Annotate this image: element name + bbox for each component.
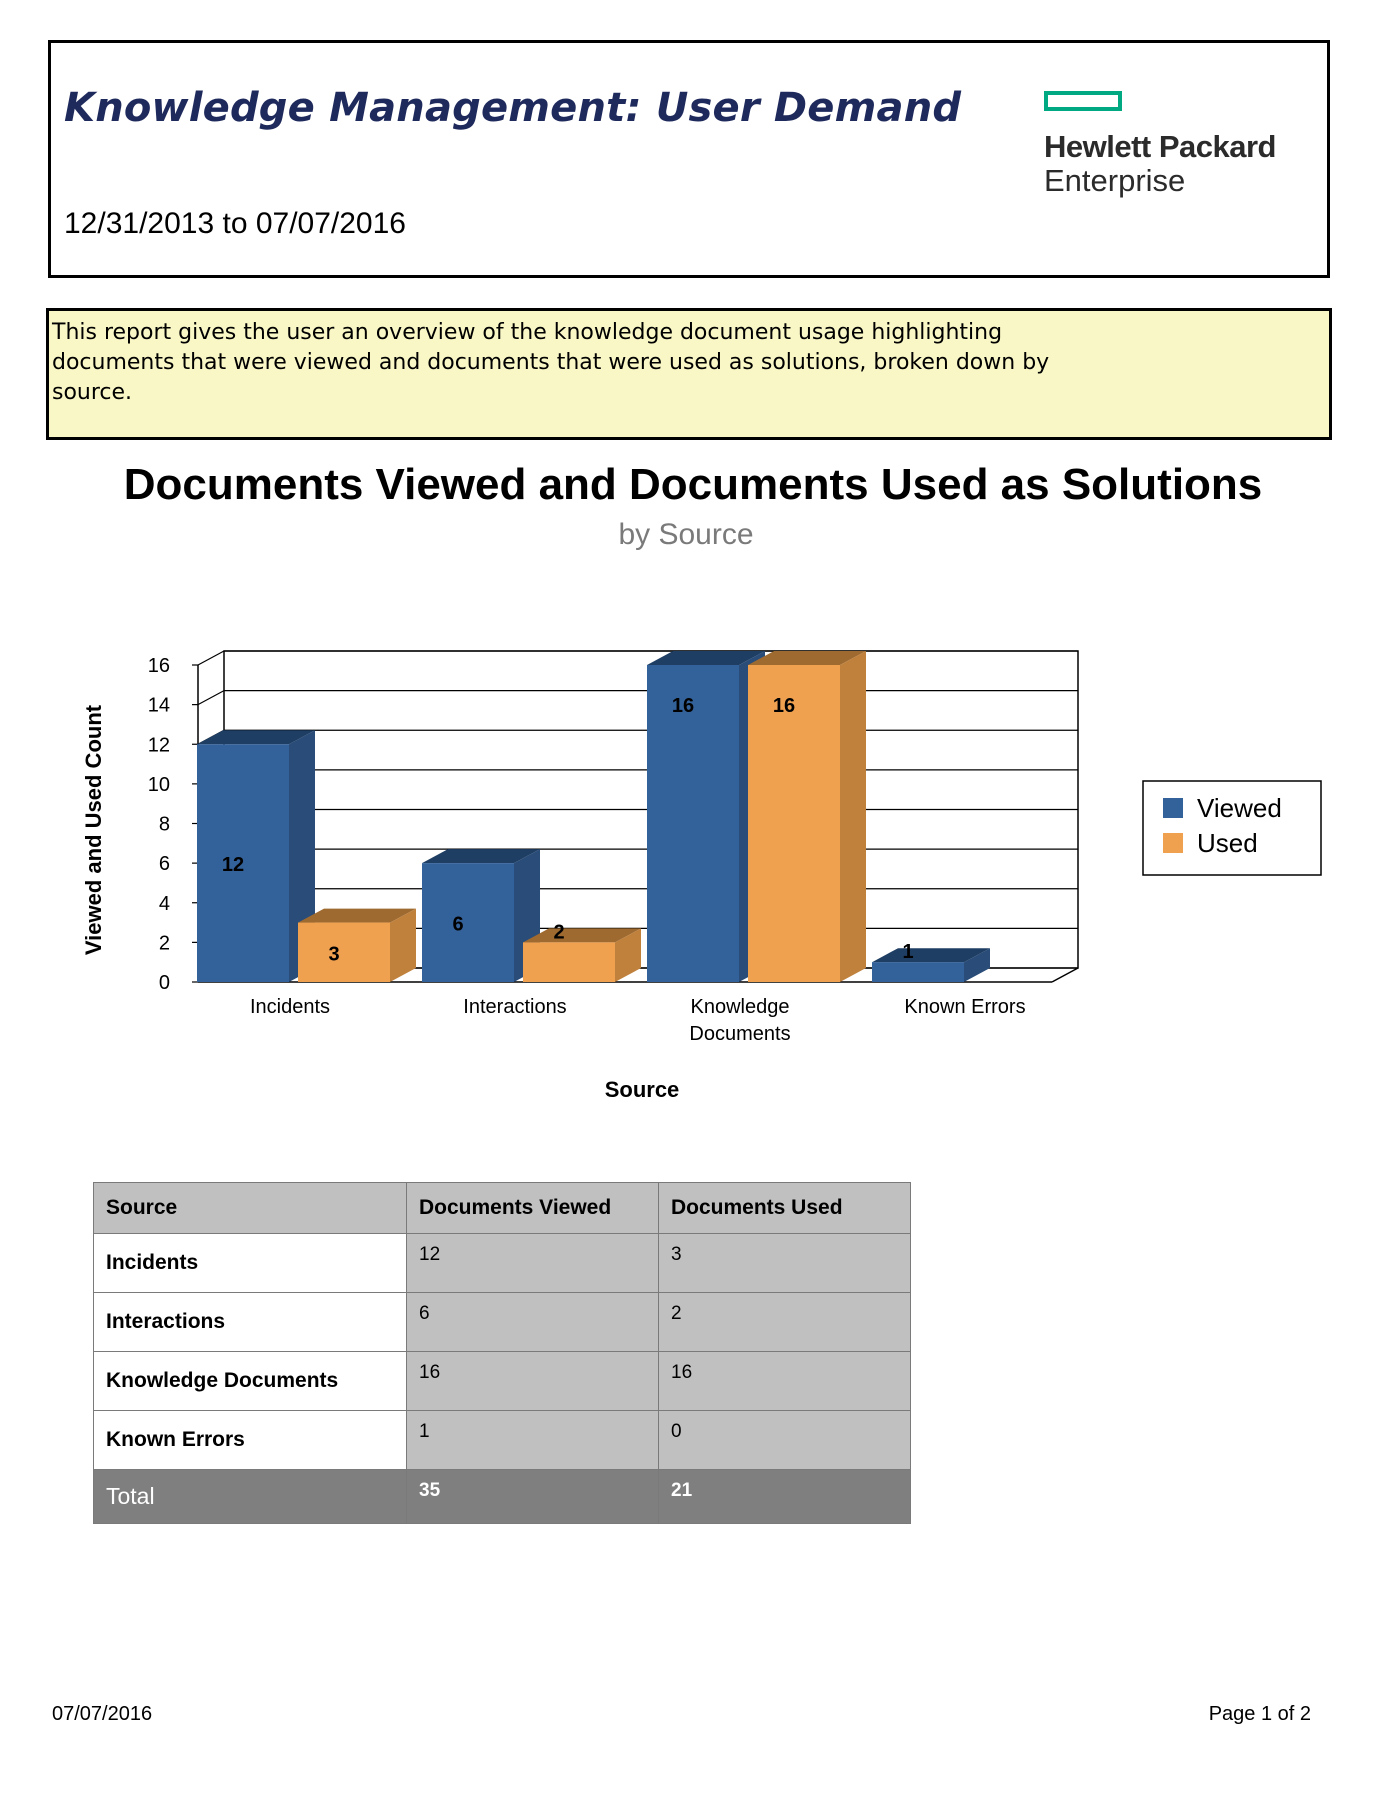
row-source: Known Errors xyxy=(94,1411,407,1470)
logo-text-line1: Hewlett Packard xyxy=(1044,129,1276,164)
legend-label: Used xyxy=(1197,828,1258,858)
bar xyxy=(523,942,615,982)
table-row xyxy=(94,1411,911,1470)
row-used: 0 xyxy=(659,1411,911,1470)
y-tick-label: 14 xyxy=(147,694,170,717)
column-header-used: Documents Used xyxy=(659,1183,911,1234)
bar xyxy=(422,863,514,982)
total-label: Total xyxy=(94,1470,407,1524)
y-axis-title: Viewed and Used Count xyxy=(81,704,106,956)
row-viewed: 6 xyxy=(407,1293,659,1352)
y-tick-label: 16 xyxy=(147,655,170,677)
row-source: Interactions xyxy=(94,1293,407,1352)
description-text: This report gives the user an overview of the knowledge document usage highlighting documents that were viewed and documents that were used as solutions, broken down by source. xyxy=(52,320,1050,405)
row-viewed: 1 xyxy=(407,1411,659,1470)
footer-date: 07/07/2016 xyxy=(52,1703,153,1725)
bar-value-label: 12 xyxy=(221,854,245,877)
chart-subtitle: by Source xyxy=(618,518,754,551)
table-row xyxy=(94,1234,911,1293)
row-used: 16 xyxy=(659,1352,911,1411)
y-tick-label: 6 xyxy=(158,853,170,876)
legend-swatch xyxy=(1163,833,1183,853)
x-tick-label: Documents xyxy=(689,1023,791,1045)
bar-value-label: 3 xyxy=(328,943,340,966)
row-viewed: 16 xyxy=(407,1352,659,1411)
x-tick-label: Known Errors xyxy=(904,996,1026,1018)
floor-edge xyxy=(1052,968,1078,982)
legend-swatch xyxy=(1163,798,1183,818)
row-viewed: 12 xyxy=(407,1234,659,1293)
bar-value-label: 16 xyxy=(772,695,796,717)
summary-table xyxy=(93,1182,911,1524)
y-tick-label: 12 xyxy=(147,734,170,757)
y-tick-label: 8 xyxy=(158,813,170,836)
row-used: 2 xyxy=(659,1293,911,1352)
bar-value-label: 2 xyxy=(553,921,565,944)
x-tick-label: Knowledge xyxy=(690,996,790,1018)
bar-value-label: 1 xyxy=(902,941,914,964)
bar-side xyxy=(840,651,866,982)
bar xyxy=(872,962,964,982)
total-used: 21 xyxy=(659,1470,911,1524)
row-source: Incidents xyxy=(94,1234,407,1293)
bar-value-label: 16 xyxy=(671,695,695,717)
y-tick-label: 10 xyxy=(147,773,170,796)
report-title: Knowledge Management: User Demand xyxy=(64,85,962,131)
logo-text-line2: Enterprise xyxy=(1044,163,1186,198)
row-source: Knowledge Documents xyxy=(94,1352,407,1411)
table-row xyxy=(94,1293,911,1352)
y-tick-label: 0 xyxy=(158,972,170,994)
legend-label: Viewed xyxy=(1197,793,1282,823)
bar xyxy=(298,923,390,982)
page-number: Page 1 of 2 xyxy=(1208,1703,1311,1725)
x-axis-title: Source xyxy=(604,1077,680,1102)
y-tick-label: 4 xyxy=(158,892,170,915)
x-tick-label: Incidents xyxy=(249,996,331,1018)
bar-value-label: 6 xyxy=(452,913,464,936)
table-total-row xyxy=(94,1470,911,1524)
y-tick-label: 2 xyxy=(158,932,170,955)
table-header-row xyxy=(94,1183,911,1234)
gridline-depth xyxy=(198,691,224,705)
chart-title: Documents Viewed and Documents Used as Solutions xyxy=(123,460,1263,509)
total-viewed: 35 xyxy=(407,1470,659,1524)
date-range: 12/31/2013 to 07/07/2016 xyxy=(64,207,406,240)
column-header-source: Source xyxy=(94,1183,407,1234)
gridline-depth xyxy=(198,651,224,665)
row-used: 3 xyxy=(659,1234,911,1293)
x-tick-label: Interactions xyxy=(463,996,567,1018)
table-row xyxy=(94,1352,911,1411)
column-header-viewed: Documents Viewed xyxy=(407,1183,659,1234)
